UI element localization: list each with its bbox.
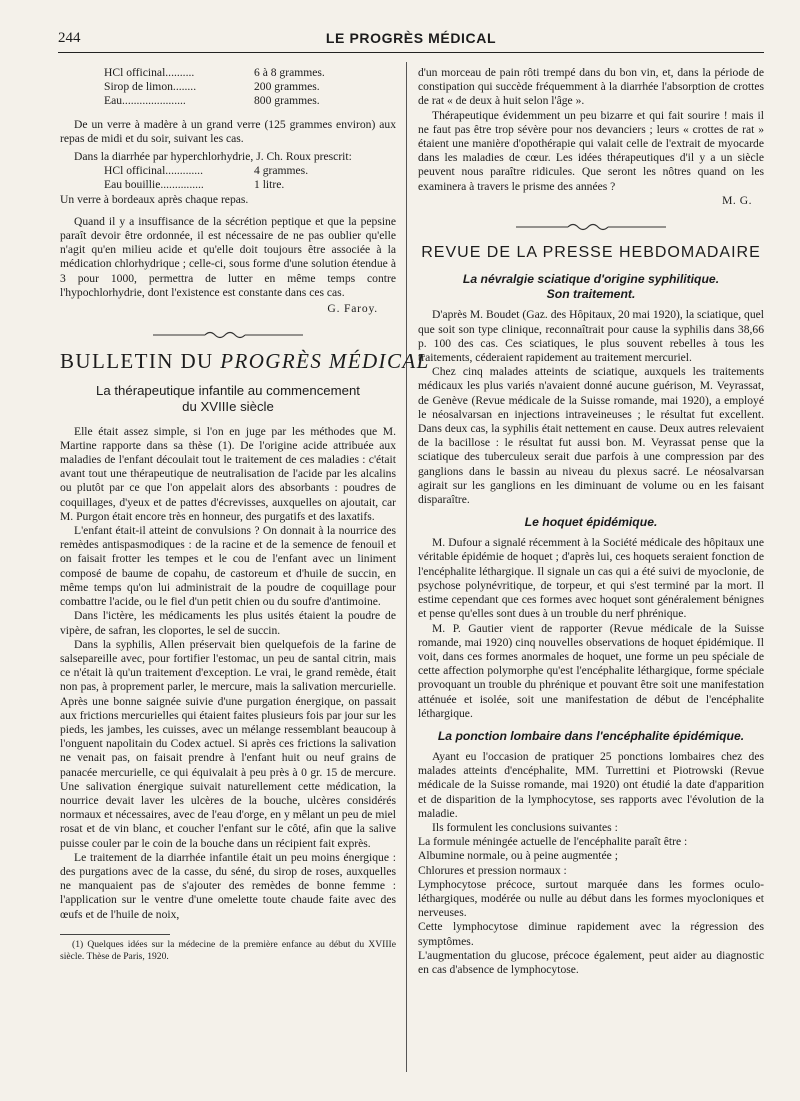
list-item: La formule méningée actuelle de l'encéphalite paraît être : <box>418 835 688 849</box>
section-title: La ponction lombaire dans l'encéphalite épidémique. <box>437 728 745 743</box>
prescription-note: Un verre à bordeaux après chaque repas. <box>60 192 249 206</box>
paragraph: Elle était assez simple, si l'on en juge par les méthodes que M. Martine rapporte dans sa thèse (1). De l'origine acide attribuée aux maladies de l'enfant découlait tout le traitement de ces maladies : c'était avant tout une thérapeutique de neutralisation de l'acide par les alcalins ou plutôt par ce que l'on appelait alors des absorbants : poudres de coquillages, d'yeux et de pattes d'écrevisses, auxquelles on ajoutait, car M. Purgon était encore très en honneur, des purgatifs et des laxatifs. <box>60 424 396 523</box>
left-column <box>60 66 430 963</box>
paragraph: M. Dufour a signalé récemment à la Société médicale des hôpitaux une véritable épidémie de hoquet ; d'après lui, ces hoquets seraient fonction de l'encéphalite léthargique. Il signale un cas qui a été suivi de myoclonie, de psychose polynévritique, de torpeur, et qui s'est terminé par la mort. Il estime cependant que ces formes avec hoquet sont généralement bénignes et pense qu'elles sont dues à un trouble du nerf phrénique. <box>418 536 764 621</box>
list-item: Cette lymphocytose diminue rapidement avec la régression des symptômes. <box>418 920 764 948</box>
prescription-note: De un verre à madère à un grand verre (125 grammes environ) aux repas de midi et du soir, suivant les cas. <box>60 117 396 145</box>
prescription-drug: Eau bouillie............... <box>104 178 204 192</box>
author-signature: G. Faroy. <box>327 302 378 316</box>
prescription-line <box>104 178 374 192</box>
prescription-dose: 800 grammes. <box>254 94 320 108</box>
paragraph: Le traitement de la diarrhée infantile était un peu moins énergique : des purgations avec de la casse, du séné, du sirop de roses, auxquelles ne manquaient pas de s'ajouter des remèdes de bonne femme : l'application sur le ventre d'une omelette toute chaude faite avec des œufs et de l'huile de noix, <box>60 850 396 921</box>
paragraph: d'un morceau de pain rôti trempé dans du bon vin, et, dans la période de constipation qui succède fréquemment à la diarrhée l'absorption de crottes de rat « de deux à huit selon l'âge ». <box>418 66 764 108</box>
ornament-divider <box>418 222 764 236</box>
prescription-drug: Sirop de limon........ <box>104 80 197 94</box>
conclusions-list <box>418 835 764 977</box>
prescription-drug: HCl officinal............. <box>104 164 203 178</box>
prescription-line <box>104 94 374 108</box>
bulletin-title-italic: PROGRÈS MÉDICAL <box>220 349 430 374</box>
prescription-drug: Eau...................... <box>104 94 186 108</box>
section-title-line: Son traitement. <box>546 287 636 302</box>
revue-title: REVUE DE LA PRESSE HEBDOMADAIRE <box>421 244 761 262</box>
paragraph: Chez cinq malades atteints de sciatique, auxquels les traitements médicaux les plus variés n'avaient donné aucune guérison, M. Veyrassat, de Genève (Revue médicale de la Suisse romande, mai 1920), a employé le néosalvarsan en injections intraveineuses ; le résultat fut excellent. Dans deux cas, la syphilis était nettement en cause. Deux autres relevaient de la bacillose : le résultat fut aussi bon. M. Veyrassat pense que la sciatique des tuberculeux serait due parfois à une compression par des ganglions dans le bassin au niveau du plexus sacré. Le néosalvarsan agirait sur les ganglions en les diminuant de volume ou en les faisant disparaître. <box>418 365 764 507</box>
running-header <box>58 30 764 53</box>
section-title-line: La névralgie sciatique d'origine syphilitique. <box>462 272 720 287</box>
section-title <box>418 272 764 302</box>
section-title: Le hoquet épidémique. <box>524 515 658 530</box>
page-number: 244 <box>58 30 81 46</box>
prescription-dose: 1 litre. <box>254 178 285 192</box>
paragraph: Dans la diarrhée par hyperchlorhydrie, J. Ch. Roux prescrit: <box>74 150 352 164</box>
bulletin-title <box>60 349 430 374</box>
right-column <box>418 66 764 977</box>
prescription-line <box>104 80 374 94</box>
prescription-drug: HCl officinal.......... <box>104 66 195 79</box>
prescription-1 <box>104 66 396 109</box>
list-item: Lymphocytose précoce, surtout marquée dans les formes oculo-léthargiques, modérée ou nulle au début dans les formes myocloniques et nerveuses. <box>418 877 764 920</box>
footnote-rule <box>60 934 170 935</box>
list-item: Chlorures et pression normaux : <box>418 863 567 877</box>
column-divider <box>406 62 407 1072</box>
paragraph: M. P. Gautier vient de rapporter (Revue médicale de la Suisse romande, mai 1920) cinq nouvelles observations de hoquet épidémique. Il voit, dans ces formes anormales de hoquet, une forme un peu spéciale de cette affection polymorphe qu'est l'encéphalite léthargique, forme spéciale provoquant un trouble du phrénique et pouvant être soit une manifestation atténuée et isolée, soit une manifestation de début de l'encéphalite léthargique. <box>418 621 764 720</box>
paragraph: Dans la syphilis, Allen préservait bien quelquefois de la farine de salsepareille avec, pour fortifier l'estomac, un peu de santal citrin, mais ce n'était là qu'un traitement d'exception. Le vrai, le grand remède, était non pas, à proprement parler, le mercure, mais la salivation mercurielle. Après une bonne saignée suivie d'une purgation énergique, on passait aux frictions mercurielles qui étaient faites plusieurs fois par jour sur les pieds, les jambes, les cuisses, avec un mélange ressemblant beaucoup à l'onguent napolitain du Codex actuel. Si après ces frictions la salivation ne venait pas, on faisait prendre à l'enfant huit ou neuf grains de panacée mercurielle, ce qui équivalait à peu près à 0 gr. 15 de mercure. Une salivation énergique suivait naturellement cette médication, la nourrice devait laver les ulcères de la bouche, ulcères considérés normaux et nécessaires, avec de l'eau d'orge, en y mêlant un peu de miel rosat et de vin blanc, et coucher l'enfant sur le côté, afin que la salive puisse couler par le coin de la bouche dans un récipient fait exprès. <box>60 637 396 850</box>
paragraph: Thérapeutique évidemment un peu bizarre et qui fait sourire ! mais il ne faut pas être trop sévère pour nos devanciers ; leurs « crottes de rat » étaient une manière d'opothérapie qui valait celle de l'extrait de myocarde dans les maladies de cœur. Les idées thérapeutiques d'il y a un siècle peuvent nous paraître ridicules. Que seront les nôtres quand on les examinera à travers le prisme des années ? <box>418 108 764 193</box>
ornament-divider <box>60 330 396 344</box>
prescription-line <box>104 66 374 80</box>
footnote: (1) Quelques idées sur la médecine de la première enfance au début du XVIIIe siècle. Thèse de Paris, 1920. <box>60 938 396 962</box>
article-title <box>60 383 396 415</box>
list-item: L'augmentation du glucose, précoce également, peut aider au diagnostic en cas d'absence de lymphocytose. <box>418 948 764 976</box>
prescription-dose: 6 à 8 grammes. <box>254 66 325 79</box>
paragraph: Dans l'ictère, les médicaments les plus usités étaient la poudre de vipère, de safran, les cloportes, le sel de succin. <box>60 609 396 637</box>
journal-title: LE PROGRÈS MÉDICAL <box>325 30 497 46</box>
bulletin-title-main: BULLETIN DU <box>60 349 221 374</box>
paragraph: Quand il y a insuffisance de la sécrétion peptique et que la pepsine paraît devoir être ordonnée, il est nécessaire de ne pas oublier qu'elle n'agit qu'en milieu acide et qu'elle doit toujours être associée à la médication chlorhydrique ; celle-ci, sous forme d'une solution étendue à 3 pour 1000, permettra de lutter en même temps contre l'hypochlorhydrie, dont l'existence est constante dans ces cas. <box>60 214 396 299</box>
article-title-line: du XVIIIe siècle <box>182 398 274 414</box>
paragraph: D'après M. Boudet (Gaz. des Hôpitaux, 20 mai 1920), la sciatique, quel que soit son type clinique, reconnaîtrait pour cause la syphilis dans 38,66 p. 100 des cas. Ces sciatiques, le plus souvent rebelles à tous les traitements, céderaient rapidement au traitement mercuriel. <box>418 308 764 365</box>
prescription-dose: 4 grammes. <box>254 164 309 178</box>
author-signature: M. G. <box>722 193 752 207</box>
list-item: Albumine normale, ou à peine augmentée ; <box>418 849 618 863</box>
paragraph: Ayant eu l'occasion de pratiquer 25 ponctions lombaires chez des malades atteints d'encéphalite, MM. Turrettini et Piotrowski (Revue médicale de la Suisse romande, mai 1920) ont étudié la date d'apparition et de disparition de la lymphocytose, ses rapports avec l'évolution de la maladie. <box>418 749 764 820</box>
article-title-line: La thérapeutique infantile au commencement <box>96 382 360 398</box>
paragraph: Ils formulent les conclusions suivantes : <box>432 820 618 834</box>
prescription-line <box>104 164 374 178</box>
prescription-dose: 200 grammes. <box>254 80 320 94</box>
paragraph: L'enfant était-il atteint de convulsions ? On donnait à la nourrice des remèdes antispasmodiques : de la racine et de la semence de fenouil et on faisait frotter les tempes et le cou de l'enfant avec un liniment composé de baume de copahu, de castoreum et d'huile de succin, en même temps qu'on lui administrait de la poudre de coquillage pour combattre l'acide, ou le fiel d'un petit chien ou du soufre d'antimoine. <box>60 524 396 609</box>
prescription-2 <box>104 164 396 192</box>
